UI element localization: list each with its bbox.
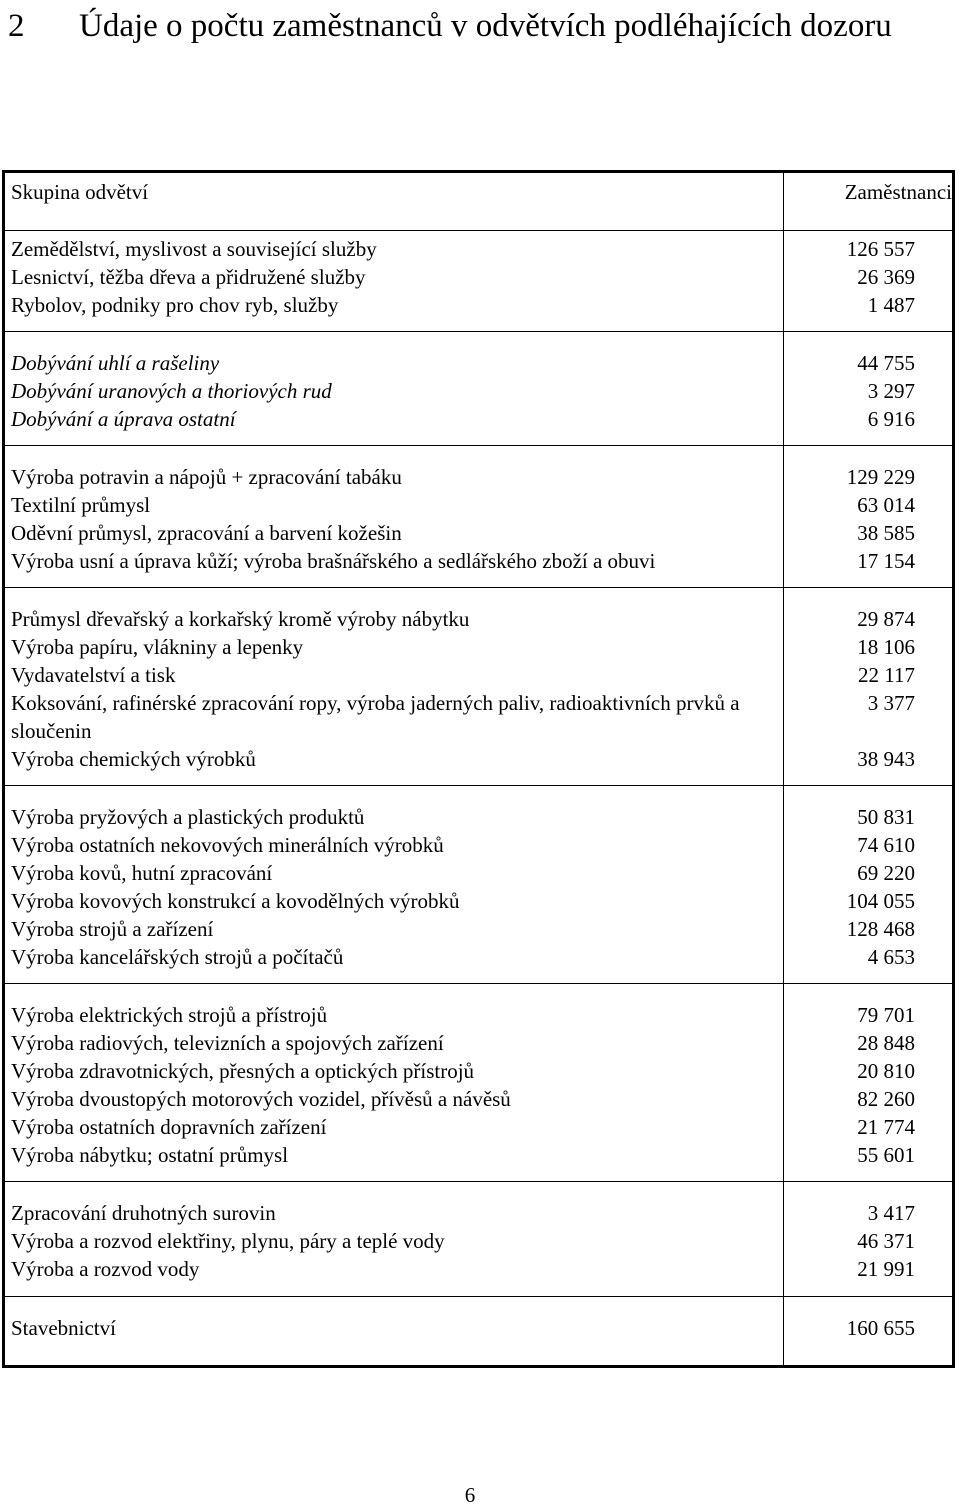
row-name: Výroba elektrických strojů a přístrojů xyxy=(11,1003,328,1027)
row-value: 17 154 xyxy=(857,549,915,573)
row-name: Výroba kovových konstrukcí a kovodělných výrobků xyxy=(11,889,460,913)
row-value: 4 653 xyxy=(867,945,915,969)
row-value: 38 585 xyxy=(857,521,915,545)
row-name: Dobývání uhlí a rašeliny xyxy=(11,351,220,375)
row-name: Výroba ostatních nekovových minerálních výrobků xyxy=(11,833,444,857)
row-name: Koksování, rafinérské zpracování ropy, výroba jaderných paliv, radioaktivních prvků a sloučenin xyxy=(11,691,740,743)
row-value: 104 055 xyxy=(846,889,915,913)
row-value: 3 417 xyxy=(867,1201,915,1225)
row-name: Výroba a rozvod vody xyxy=(11,1257,200,1281)
row-value: 21 991 xyxy=(857,1257,915,1281)
page-number: 6 xyxy=(464,1483,476,1507)
row-value: 38 943 xyxy=(857,747,915,771)
row-name: Zpracování druhotných surovin xyxy=(11,1201,276,1225)
row-value: 74 610 xyxy=(857,833,915,857)
row-value: 55 601 xyxy=(857,1143,915,1167)
row-name: Lesnictví, těžba dřeva a přidružené služby xyxy=(11,265,366,289)
employees-table xyxy=(2,170,955,1368)
row-name: Výroba potravin a nápojů + zpracování tabáku xyxy=(11,465,402,489)
row-name: Výroba kancelářských strojů a počítačů xyxy=(11,945,344,969)
row-value: 22 117 xyxy=(858,663,915,687)
row-name: Výroba chemických výrobků xyxy=(11,747,256,771)
row-name: Výroba papíru, vlákniny a lepenky xyxy=(11,635,304,659)
row-name: Rybolov, podniky pro chov ryb, služby xyxy=(11,293,339,317)
row-name: Výroba strojů a zařízení xyxy=(11,917,214,941)
row-name: Výroba kovů, hutní zpracování xyxy=(11,861,273,885)
group-separator xyxy=(5,587,952,588)
row-value: 63 014 xyxy=(857,493,915,517)
row-name: Výroba radiových, televizních a spojových zařízení xyxy=(11,1031,444,1055)
row-value: 50 831 xyxy=(857,805,915,829)
header-employees: Zaměstnanci xyxy=(844,180,952,204)
row-name: Stavebnictví xyxy=(11,1316,116,1340)
group-separator xyxy=(5,983,952,984)
row-name: Dobývání a úprava ostatní xyxy=(11,407,236,431)
row-value: 20 810 xyxy=(857,1059,915,1083)
row-name: Výroba a rozvod elektřiny, plynu, páry a teplé vody xyxy=(11,1229,445,1253)
group-separator xyxy=(5,1296,952,1297)
section-title: Údaje o počtu zaměstnanců v odvětvích podléhajících dozoru xyxy=(79,8,892,44)
row-value: 6 916 xyxy=(867,407,915,431)
row-value: 26 369 xyxy=(857,265,915,289)
row-name: Výroba ostatních dopravních zařízení xyxy=(11,1115,327,1139)
group-separator xyxy=(5,1181,952,1182)
group-separator xyxy=(5,445,952,446)
row-name: Výroba usní a úprava kůží; výroba brašnářského a sedlářského zboží a obuvi xyxy=(11,549,656,573)
row-value: 128 468 xyxy=(846,917,915,941)
row-value: 21 774 xyxy=(857,1115,915,1139)
row-value: 129 229 xyxy=(846,465,915,489)
row-name: Textilní průmysl xyxy=(11,493,151,517)
row-value: 3 377 xyxy=(867,691,915,715)
column-divider xyxy=(783,173,784,1365)
row-name: Průmysl dřevařský a korkařský kromě výroby nábytku xyxy=(11,607,470,631)
row-name: Oděvní průmysl, zpracování a barvení kožešin xyxy=(11,521,402,545)
row-name: Výroba zdravotnických, přesných a optických přístrojů xyxy=(11,1059,475,1083)
row-name: Výroba nábytku; ostatní průmysl xyxy=(11,1143,289,1167)
row-value: 126 557 xyxy=(846,237,915,261)
row-value: 46 371 xyxy=(857,1229,915,1253)
group-separator xyxy=(5,331,952,332)
header-divider xyxy=(5,230,952,231)
row-value: 82 260 xyxy=(857,1087,915,1111)
row-value: 69 220 xyxy=(857,861,915,885)
row-value: 1 487 xyxy=(867,293,915,317)
row-value: 29 874 xyxy=(857,607,915,631)
row-value: 79 701 xyxy=(857,1003,915,1027)
row-name: Vydavatelství a tisk xyxy=(11,663,176,687)
section-number: 2 xyxy=(8,8,25,44)
row-name: Výroba dvoustopých motorových vozidel, přívěsů a návěsů xyxy=(11,1087,511,1111)
group-separator xyxy=(5,785,952,786)
row-value: 18 106 xyxy=(857,635,915,659)
row-name: Zemědělství, myslivost a související služby xyxy=(11,237,377,261)
header-group: Skupina odvětví xyxy=(11,180,149,204)
row-name: Výroba pryžových a plastických produktů xyxy=(11,805,365,829)
row-value: 28 848 xyxy=(857,1031,915,1055)
row-value: 44 755 xyxy=(857,351,915,375)
row-name: Dobývání uranových a thoriových rud xyxy=(11,379,332,403)
row-value: 160 655 xyxy=(846,1316,915,1340)
row-value: 3 297 xyxy=(867,379,915,403)
